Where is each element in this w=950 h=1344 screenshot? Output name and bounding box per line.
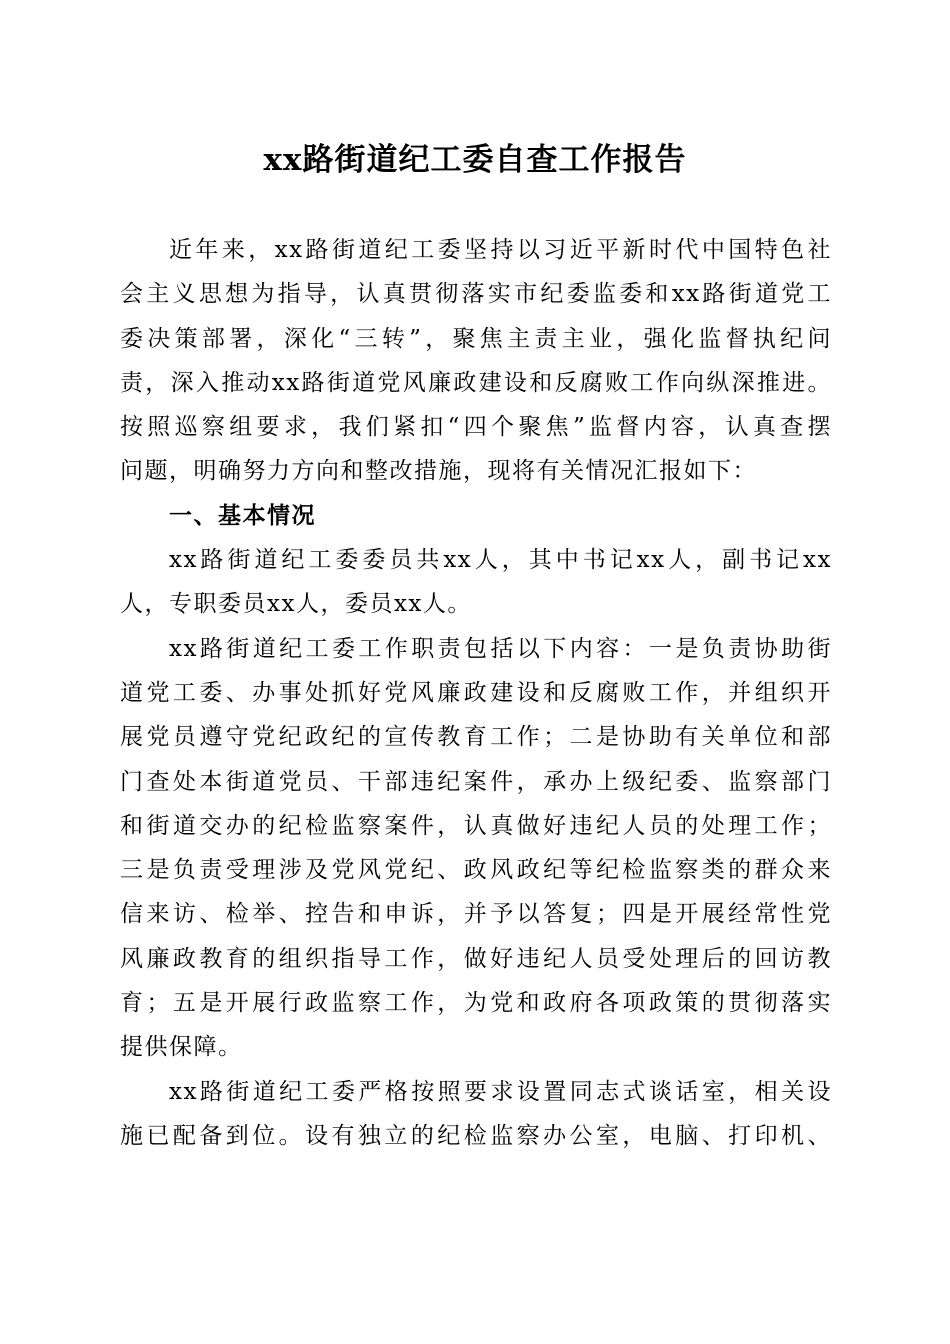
- paragraph-line: 人，专职委员xx人，委员xx人。: [120, 591, 472, 618]
- intro-line: 责，深入推动xx路街道党风廉政建设和反腐败工作向纵深推进。: [120, 369, 832, 396]
- intro-line: 问题，明确努力方向和整改措施，现将有关情况汇报如下：: [120, 458, 757, 485]
- paragraph-line: 展党员遵守党纪政纪的宣传教育工作；二是协助有关单位和部: [120, 724, 832, 751]
- paragraph-line: 门查处本街道党员、干部违纪案件，承办上级纪委、监察部门: [120, 768, 832, 795]
- document-title: xx路街道纪工委自查工作报告: [263, 142, 687, 178]
- paragraph-line: 施已配备到位。设有独立的纪检监察办公室，电脑、打印机、: [120, 1122, 832, 1149]
- intro-line: 近年来，xx路街道纪工委坚持以习近平新时代中国特色社: [169, 237, 832, 263]
- document-body: [120, 228, 832, 1158]
- paragraph-line: 风廉政教育的组织指导工作，做好违纪人员受处理后的回访教: [120, 945, 832, 972]
- paragraph-line: 道党工委、办事处抓好党风廉政建设和反腐败工作，并组织开: [120, 679, 832, 706]
- paragraph-line: xx路街道纪工委工作职责包括以下内容：一是负责协助街: [169, 635, 832, 662]
- paragraph-line: 提供保障。: [120, 1034, 243, 1061]
- intro-line: 会主义思想为指导，认真贯彻落实市纪委监委和xx路街道党工: [120, 281, 832, 308]
- paragraph-line: 和街道交办的纪检监察案件，认真做好违纪人员的处理工作；: [120, 812, 832, 839]
- paragraph-line: 信来访、检举、控告和申诉，并予以答复；四是开展经常性党: [120, 901, 832, 928]
- paragraph-line: 三是负责受理涉及党风党纪、政风政纪等纪检监察类的群众来: [120, 857, 832, 884]
- intro-line: 按照巡察组要求，我们紧扣“四个聚焦”监督内容，认真查摆: [120, 414, 832, 441]
- paragraph-line: xx路街道纪工委严格按照要求设置同志式谈话室，相关设: [169, 1078, 832, 1105]
- section-heading: 一、基本情况: [169, 502, 316, 529]
- intro-line: 委决策部署，深化“三转”，聚焦主责主业，强化监督执纪问: [120, 325, 832, 352]
- paragraph-line: xx路街道纪工委委员共xx人，其中书记xx人，副书记xx: [169, 547, 832, 574]
- paragraph-line: 育；五是开展行政监察工作，为党和政府各项政策的贯彻落实: [120, 990, 832, 1017]
